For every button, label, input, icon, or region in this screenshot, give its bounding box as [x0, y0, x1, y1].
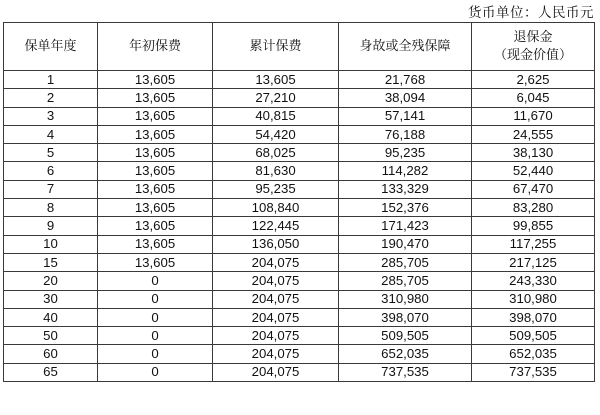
table-row	[4, 253, 595, 271]
cell-annual-premium: 13,605	[98, 199, 213, 217]
cell-annual-premium: 13,605	[98, 253, 213, 271]
cell-annual-premium: 13,605	[98, 125, 213, 143]
cell-surrender-value: 6,045	[472, 89, 595, 107]
cell-death-disability-benefit: 114,282	[339, 162, 472, 180]
currency-unit-note: 货币单位：人民币元	[468, 5, 594, 21]
cell-death-disability-benefit: 21,768	[339, 71, 472, 89]
cell-annual-premium: 13,605	[98, 162, 213, 180]
cell-annual-premium: 13,605	[98, 89, 213, 107]
cell-cumulative-premium: 68,025	[213, 144, 339, 162]
cell-annual-premium: 13,605	[98, 217, 213, 235]
cell-policy-year: 15	[4, 253, 98, 271]
cell-policy-year: 7	[4, 180, 98, 198]
cell-annual-premium: 13,605	[98, 235, 213, 253]
table-row	[4, 125, 595, 143]
cell-surrender-value: 2,625	[472, 71, 595, 89]
table-row	[4, 290, 595, 308]
cell-cumulative-premium: 204,075	[213, 345, 339, 363]
cell-surrender-value: 117,255	[472, 235, 595, 253]
header-cash-value-label: （现金价值）	[493, 47, 572, 63]
cell-cumulative-premium: 122,445	[213, 217, 339, 235]
cell-policy-year: 5	[4, 144, 98, 162]
cell-annual-premium: 13,605	[98, 107, 213, 125]
header-death-disability-benefit: 身故或全残保障	[339, 23, 472, 71]
cell-annual-premium: 13,605	[98, 144, 213, 162]
cell-policy-year: 6	[4, 162, 98, 180]
cell-annual-premium: 0	[98, 308, 213, 326]
cell-policy-year: 9	[4, 217, 98, 235]
table-row	[4, 107, 595, 125]
cell-death-disability-benefit: 652,035	[339, 345, 472, 363]
table-row	[4, 272, 595, 290]
cell-death-disability-benefit: 285,705	[339, 253, 472, 271]
table-row	[4, 199, 595, 217]
cell-surrender-value: 83,280	[472, 199, 595, 217]
cell-surrender-value: 652,035	[472, 345, 595, 363]
cell-cumulative-premium: 204,075	[213, 327, 339, 345]
cell-policy-year: 50	[4, 327, 98, 345]
cell-death-disability-benefit: 737,535	[339, 363, 472, 381]
cell-surrender-value: 310,980	[472, 290, 595, 308]
cell-policy-year: 8	[4, 199, 98, 217]
cell-death-disability-benefit: 76,188	[339, 125, 472, 143]
cell-surrender-value: 398,070	[472, 308, 595, 326]
cell-policy-year: 10	[4, 235, 98, 253]
cell-policy-year: 1	[4, 71, 98, 89]
header-cumulative-premium: 累计保费	[213, 23, 339, 71]
table-body	[4, 71, 595, 382]
cell-cumulative-premium: 108,840	[213, 199, 339, 217]
cell-death-disability-benefit: 152,376	[339, 199, 472, 217]
cell-surrender-value: 11,670	[472, 107, 595, 125]
cell-death-disability-benefit: 509,505	[339, 327, 472, 345]
header-policy-year: 保单年度	[4, 23, 98, 71]
cell-cumulative-premium: 204,075	[213, 363, 339, 381]
cell-death-disability-benefit: 38,094	[339, 89, 472, 107]
cell-policy-year: 40	[4, 308, 98, 326]
cell-policy-year: 65	[4, 363, 98, 381]
cell-death-disability-benefit: 171,423	[339, 217, 472, 235]
cell-policy-year: 3	[4, 107, 98, 125]
cell-cumulative-premium: 136,050	[213, 235, 339, 253]
table-row	[4, 308, 595, 326]
cell-cumulative-premium: 40,815	[213, 107, 339, 125]
cell-cumulative-premium: 204,075	[213, 253, 339, 271]
table-row	[4, 327, 595, 345]
cell-cumulative-premium: 54,420	[213, 125, 339, 143]
cell-annual-premium: 0	[98, 345, 213, 363]
cell-surrender-value: 99,855	[472, 217, 595, 235]
cell-death-disability-benefit: 57,141	[339, 107, 472, 125]
cell-policy-year: 60	[4, 345, 98, 363]
cell-policy-year: 30	[4, 290, 98, 308]
cell-death-disability-benefit: 190,470	[339, 235, 472, 253]
cell-surrender-value: 38,130	[472, 144, 595, 162]
cell-cumulative-premium: 204,075	[213, 290, 339, 308]
header-surrender-label: 退保金	[513, 29, 553, 45]
cell-annual-premium: 0	[98, 290, 213, 308]
cell-surrender-value: 24,555	[472, 125, 595, 143]
cell-surrender-value: 217,125	[472, 253, 595, 271]
table-header-row	[4, 23, 595, 71]
cell-cumulative-premium: 204,075	[213, 308, 339, 326]
cell-surrender-value: 737,535	[472, 363, 595, 381]
cell-policy-year: 20	[4, 272, 98, 290]
table-row	[4, 363, 595, 381]
table-row	[4, 180, 595, 198]
cell-annual-premium: 13,605	[98, 71, 213, 89]
table-row	[4, 235, 595, 253]
cell-annual-premium: 0	[98, 272, 213, 290]
cell-cumulative-premium: 204,075	[213, 272, 339, 290]
policy-value-table	[3, 22, 595, 382]
header-annual-premium: 年初保费	[98, 23, 213, 71]
cell-death-disability-benefit: 95,235	[339, 144, 472, 162]
cell-surrender-value: 509,505	[472, 327, 595, 345]
header-surrender-value	[472, 23, 595, 71]
cell-policy-year: 2	[4, 89, 98, 107]
cell-death-disability-benefit: 285,705	[339, 272, 472, 290]
cell-annual-premium: 13,605	[98, 180, 213, 198]
table-row	[4, 217, 595, 235]
table-row	[4, 144, 595, 162]
cell-surrender-value: 243,330	[472, 272, 595, 290]
cell-surrender-value: 52,440	[472, 162, 595, 180]
cell-cumulative-premium: 13,605	[213, 71, 339, 89]
table-row	[4, 71, 595, 89]
cell-death-disability-benefit: 310,980	[339, 290, 472, 308]
cell-surrender-value: 67,470	[472, 180, 595, 198]
table-row	[4, 89, 595, 107]
cell-death-disability-benefit: 398,070	[339, 308, 472, 326]
cell-death-disability-benefit: 133,329	[339, 180, 472, 198]
table-row	[4, 345, 595, 363]
cell-policy-year: 4	[4, 125, 98, 143]
cell-annual-premium: 0	[98, 327, 213, 345]
cell-cumulative-premium: 27,210	[213, 89, 339, 107]
cell-cumulative-premium: 95,235	[213, 180, 339, 198]
cell-cumulative-premium: 81,630	[213, 162, 339, 180]
cell-annual-premium: 0	[98, 363, 213, 381]
table-row	[4, 162, 595, 180]
